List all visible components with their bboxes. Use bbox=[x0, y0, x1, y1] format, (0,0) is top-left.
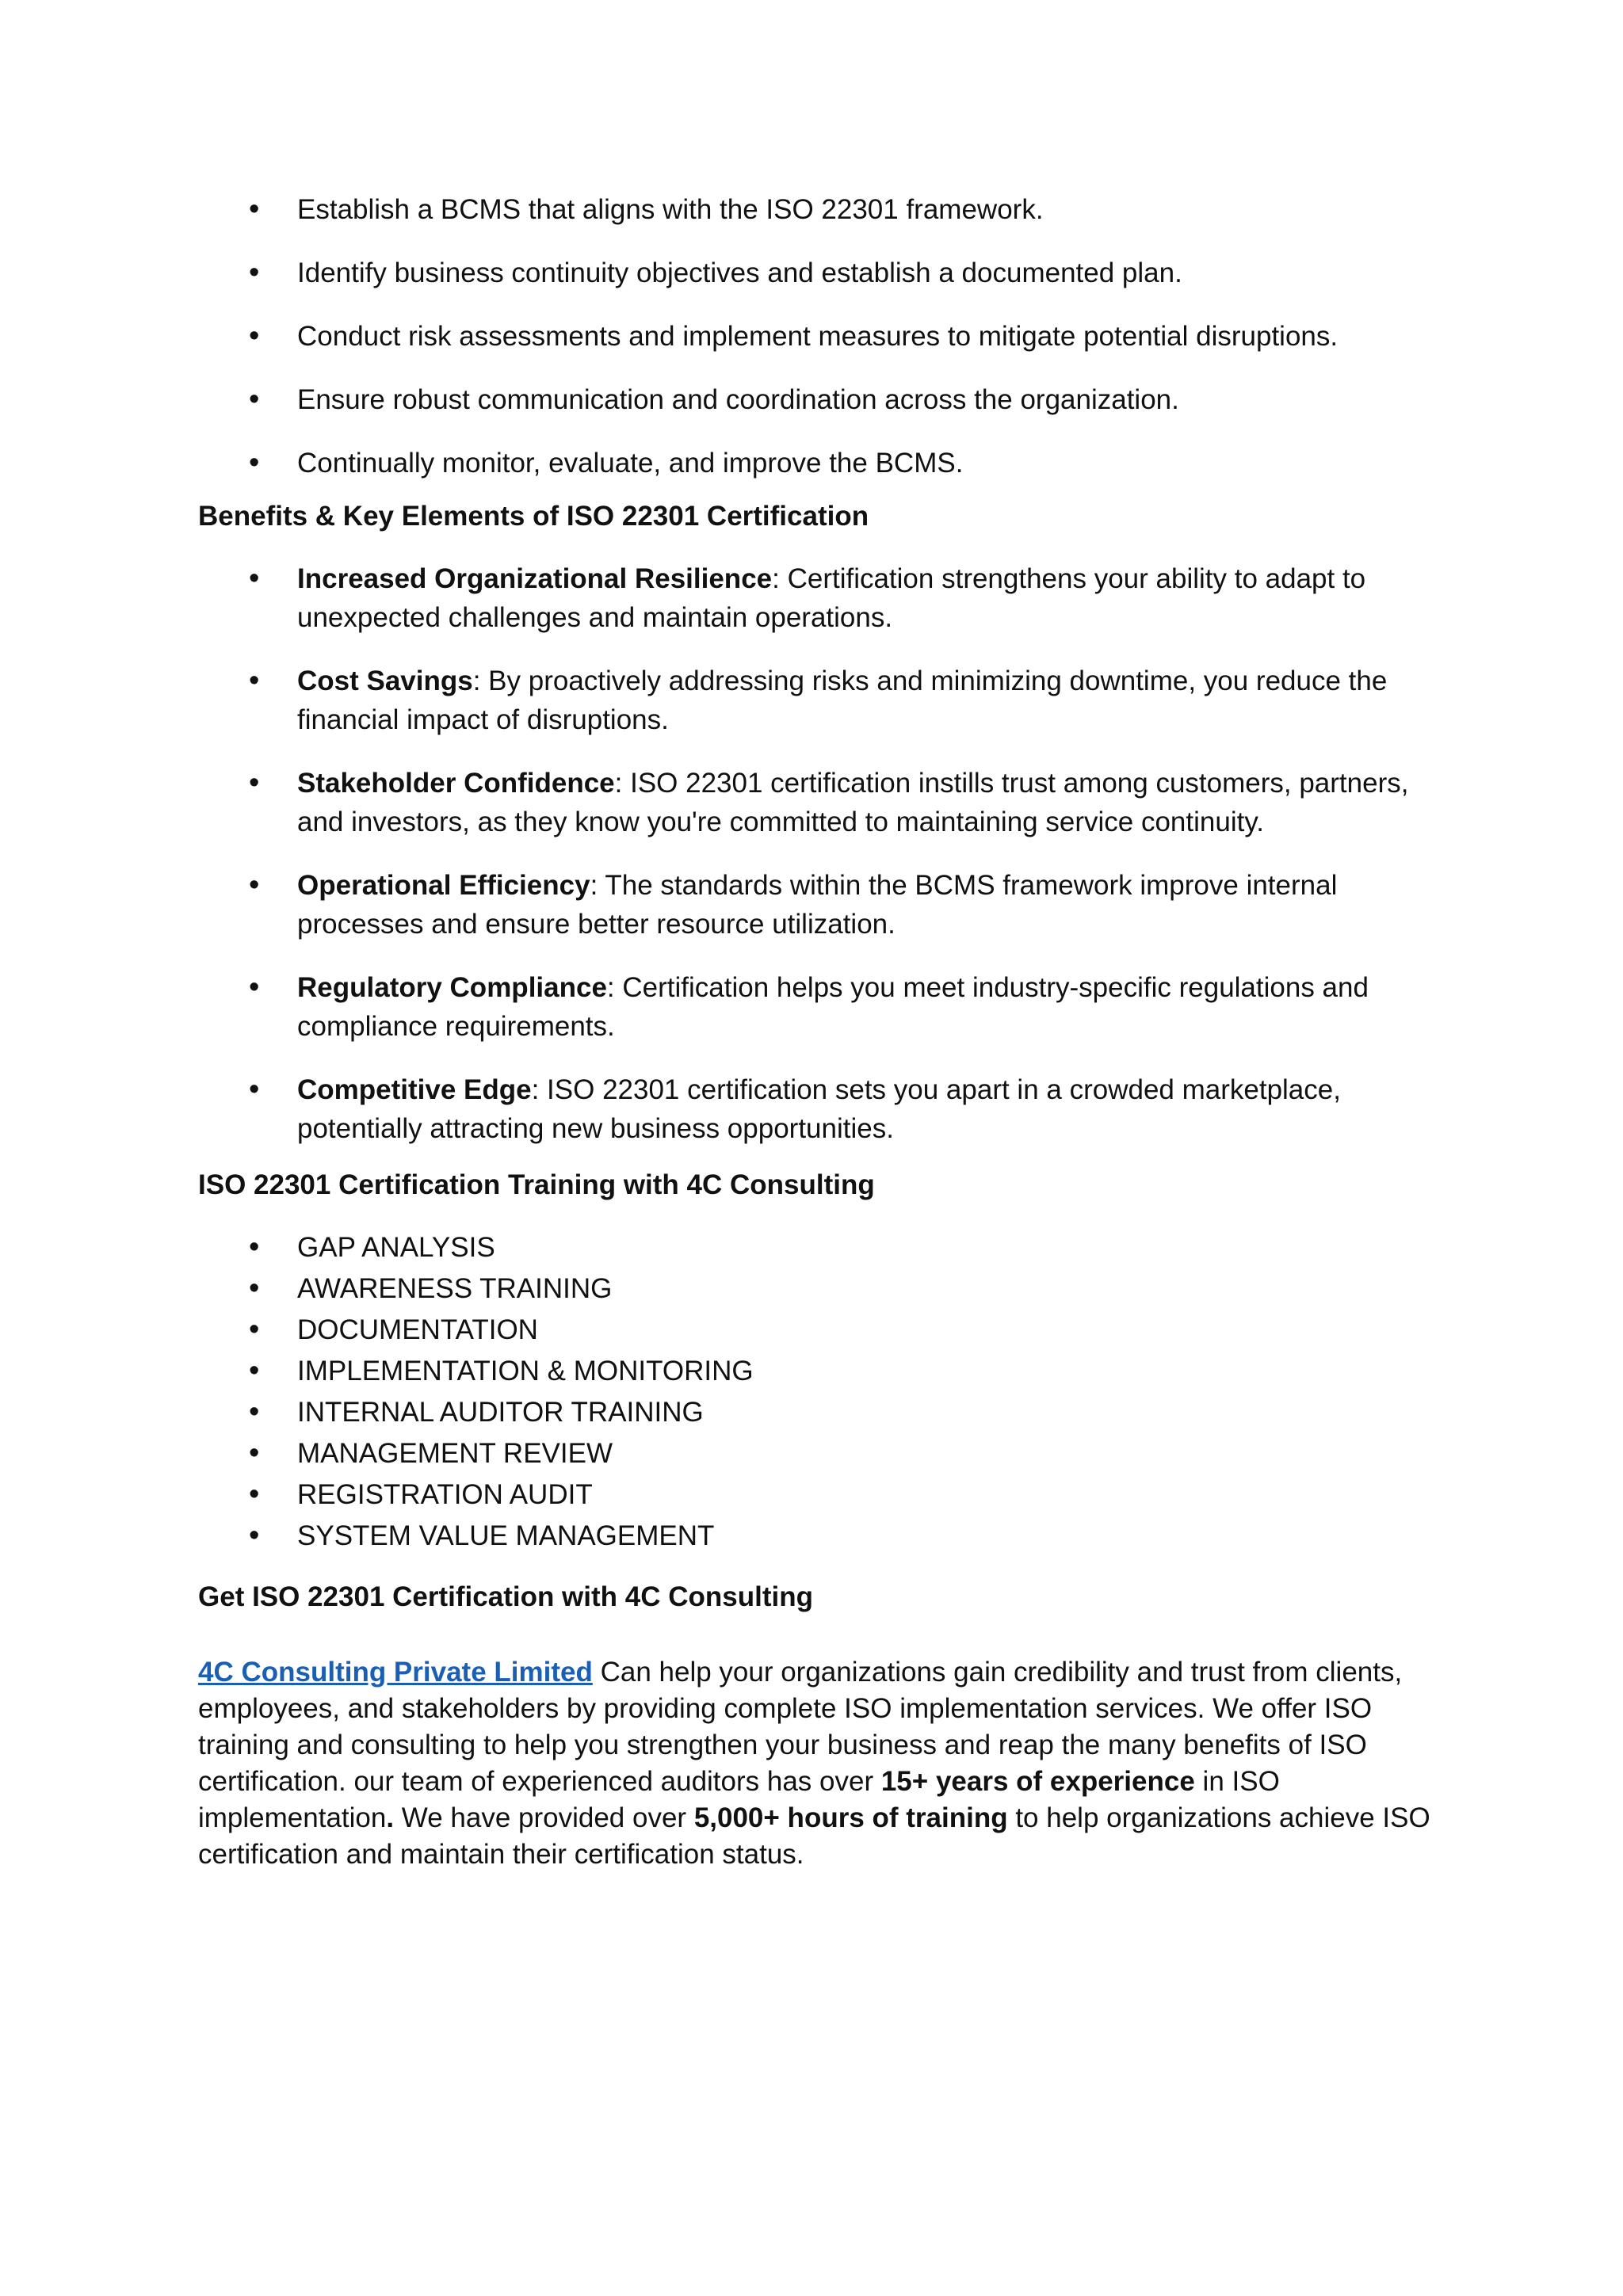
list-item: • INTERNAL AUDITOR TRAINING bbox=[198, 1393, 1434, 1432]
training-heading: ISO 22301 Certification Training with 4C Consulting bbox=[198, 1169, 875, 1200]
get-certification-heading: Get ISO 22301 Certification with 4C Consulting bbox=[198, 1581, 813, 1612]
list-item: • IMPLEMENTATION & MONITORING bbox=[198, 1352, 1434, 1390]
benefit-desc: : ISO 22301 certification instills trust among customers, partners, and investors, as they know you're committed to maintaining service continuity. bbox=[297, 768, 1409, 837]
training-hours-highlight: 5,000+ hours of training bbox=[693, 1802, 1008, 1833]
benefit-desc: : By proactively addressing risks and minimizing downtime, you reduce the financial impact of disruptions. bbox=[297, 666, 1388, 735]
list-item bbox=[198, 968, 1434, 1046]
benefit-term: Operational Efficiency bbox=[297, 870, 590, 901]
list-item: • GAP ANALYSIS bbox=[198, 1228, 1434, 1267]
benefits-list bbox=[198, 559, 1434, 1148]
list-item: • AWARENESS TRAINING bbox=[198, 1269, 1434, 1308]
company-link[interactable]: 4C Consulting Private Limited bbox=[198, 1657, 593, 1688]
benefit-term: Increased Organizational Resilience bbox=[297, 563, 773, 594]
list-item: • REGISTRATION AUDIT bbox=[198, 1475, 1434, 1514]
list-item: • Establish a BCMS that aligns with the ISO 22301 framework. bbox=[198, 190, 1434, 229]
company-paragraph: 4C Consulting Private Limited Can help your organizations gain credibility and trust from clients, employees, and stakeholders by providing complete ISO implementation services. We offer ISO training and consulting to help you strengthen your business and reap the many benefits of ISO certification. our team of experienced auditors has over 15+ years of experience in ISO implementation. We have provided over 5,000+ hours of training to help organizations achieve ISO certification and maintain their certification status. bbox=[198, 1657, 1430, 1870]
list-item bbox=[198, 559, 1434, 637]
list-item: • Conduct risk assessments and implement measures to mitigate potential disruptions. bbox=[198, 317, 1434, 356]
list-item: • Ensure robust communication and coordination across the organization. bbox=[198, 380, 1434, 419]
objectives-list bbox=[198, 190, 1434, 482]
document-content bbox=[198, 190, 1434, 1873]
benefit-term: Regulatory Compliance bbox=[297, 972, 607, 1003]
benefit-term: Cost Savings bbox=[297, 666, 473, 696]
list-item bbox=[198, 764, 1434, 841]
benefit-term: Competitive Edge bbox=[297, 1074, 532, 1105]
list-item bbox=[198, 662, 1434, 739]
benefit-desc: : Certification helps you meet industry-specific regulations and compliance requirements. bbox=[297, 972, 1369, 1042]
list-item: • Identify business continuity objectives and establish a documented plan. bbox=[198, 254, 1434, 292]
list-item bbox=[198, 866, 1434, 944]
list-item: • DOCUMENTATION bbox=[198, 1310, 1434, 1349]
experience-highlight: 15+ years of experience bbox=[880, 1766, 1195, 1797]
list-item bbox=[198, 1070, 1434, 1148]
benefit-term: Stakeholder Confidence bbox=[297, 768, 615, 799]
benefit-desc: : ISO 22301 certification sets you apart in a crowded marketplace, potentially attracting new business opportunities. bbox=[297, 1074, 1341, 1144]
list-item: • SYSTEM VALUE MANAGEMENT bbox=[198, 1516, 1434, 1555]
benefit-desc: : The standards within the BCMS framework improve internal processes and ensure better resource utilization. bbox=[297, 870, 1338, 940]
list-item: • MANAGEMENT REVIEW bbox=[198, 1434, 1434, 1473]
training-list bbox=[198, 1228, 1434, 1555]
list-item: • Continually monitor, evaluate, and improve the BCMS. bbox=[198, 444, 1434, 482]
benefit-desc: : Certification strengthens your ability to adapt to unexpected challenges and maintain operations. bbox=[297, 563, 1366, 633]
benefits-heading: Benefits & Key Elements of ISO 22301 Certification bbox=[198, 501, 869, 532]
